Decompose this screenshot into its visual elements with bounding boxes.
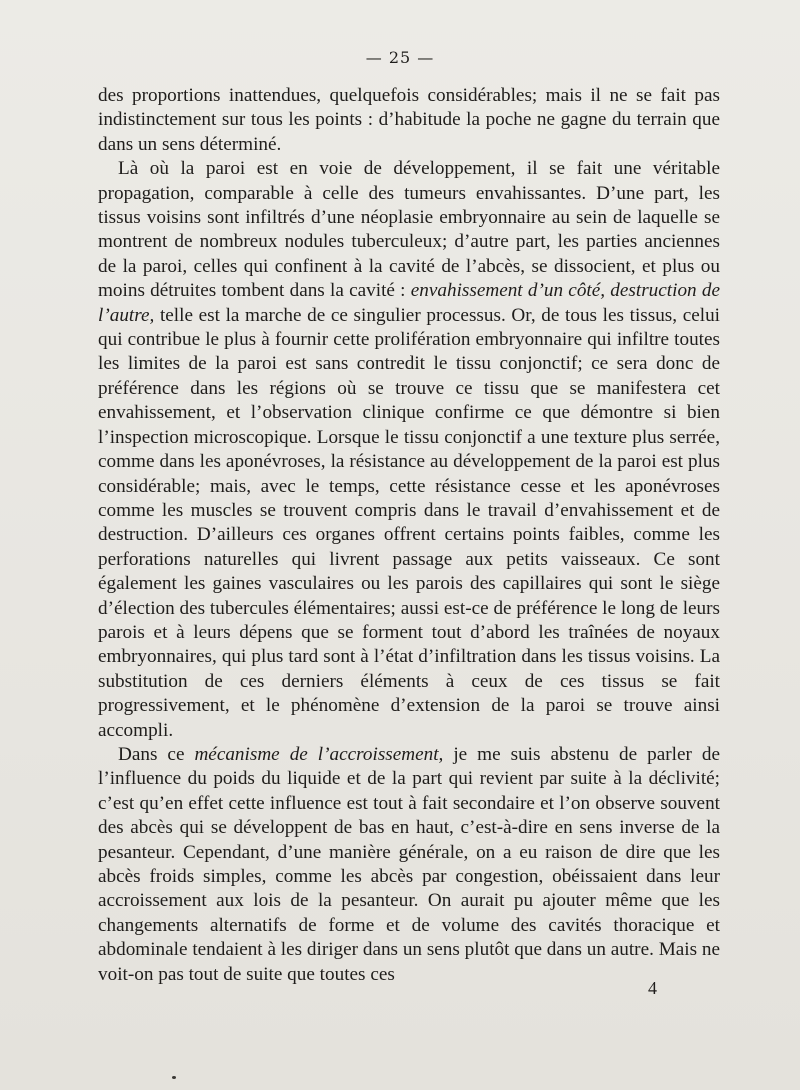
page-number: — 25 — (365, 48, 435, 67)
text-run: telle est la marche de ce singulier processus. Or, de tous les tissus, celui qui contribue le plus à fournir cette prolifération embryonnaire qui infiltre toutes les limites de la paroi est sans contredit le tissu conjonctif; ce sera donc de préférence dans les régions où se trouve ce tissu que se manifestera cet envahissement, et l’observation clinique confirme ce que démontre si bien l’inspection microscopique. Lorsque le tissu conjonctif a une texture plus serrée, comme dans les aponévroses, la résistance au développement de la paroi est plus considérable; mais, avec le temps, cette résistance cesse et les aponévroses comme les muscles se trouvent compris dans le travail d’envahissement et de destruction. D’ailleurs ces organes offrent certains points faibles, comme les perforations naturelles qui livrent passage aux petits vaisseaux. Ce sont également les gaines vasculaires ou les parois des capillaires qui sont le siège d’élection des tubercules élémentaires; aussi est-ce de préférence le long de leurs parois et à leurs dépens que se forment tout d’abord les traînées de noyaux embryonnaires, qui plus tard sont à l’état d’infiltration dans les tissus voisins. La substitution de ces derniers éléments à ceux de ces tissus se fait progressivement, et le phénomène d’extension de la paroi se trouve ainsi accompli. (98, 304, 720, 741)
italic-phrase: mécanisme de l’accroissement, (194, 743, 444, 765)
paragraph-1 (98, 84, 720, 157)
italic-phrase: envahissement d’un côté, destruction de l’autre, (98, 280, 720, 326)
text-run: Dans ce (118, 743, 195, 765)
signature-mark: 4 (648, 978, 657, 998)
body-text (98, 84, 720, 987)
text-run: Là où la paroi est en voie de développement, il se fait une véritable propagation, comparable à celle des tumeurs envahissantes. D’une part, les tissus voisins sont infiltrés d’une néoplasie embryonnaire au sein de laquelle se montrent de nombreux nodules tuberculeux; d’autre part, les parties anciennes de la paroi, celles qui confinent à la cavité de l’abcès, se dissocient, et plus ou moins détruites tombent dans la cavité : (98, 158, 720, 302)
text-run: je me suis abstenu de parler de l’influence du poids du liquide et de la part qui revient par suite à la déclivité; c’est qu’en effet cette influence est tout à fait secondaire et l’on observe souvent des abcès qui se développent de bas en haut, c’est-à-dire en sens inverse de la pesanteur. Cependant, d’une manière générale, on a eu raison de dire que les abcès froids simples, comme les abcès par congestion, obéissaient dans leur accroissement aux lois de la pesanteur. On aurait pu ajouter même que les changements alternatifs de forme et de volume des cavités thoracique et abdominale tendaient à les diriger dans un sens plutôt que dans un autre. Mais ne voit-on pas tout de suite que toutes ces (98, 743, 720, 985)
ink-speck (172, 1076, 176, 1079)
text-run: des proportions inattendues, quelquefois considérables; mais il ne se fait pas indistinctement sur tous les points : d’habitude la poche ne gagne du terrain que dans un sens déterminé. (98, 85, 720, 155)
paragraph-3 (98, 743, 720, 987)
paragraph-2 (98, 157, 720, 743)
